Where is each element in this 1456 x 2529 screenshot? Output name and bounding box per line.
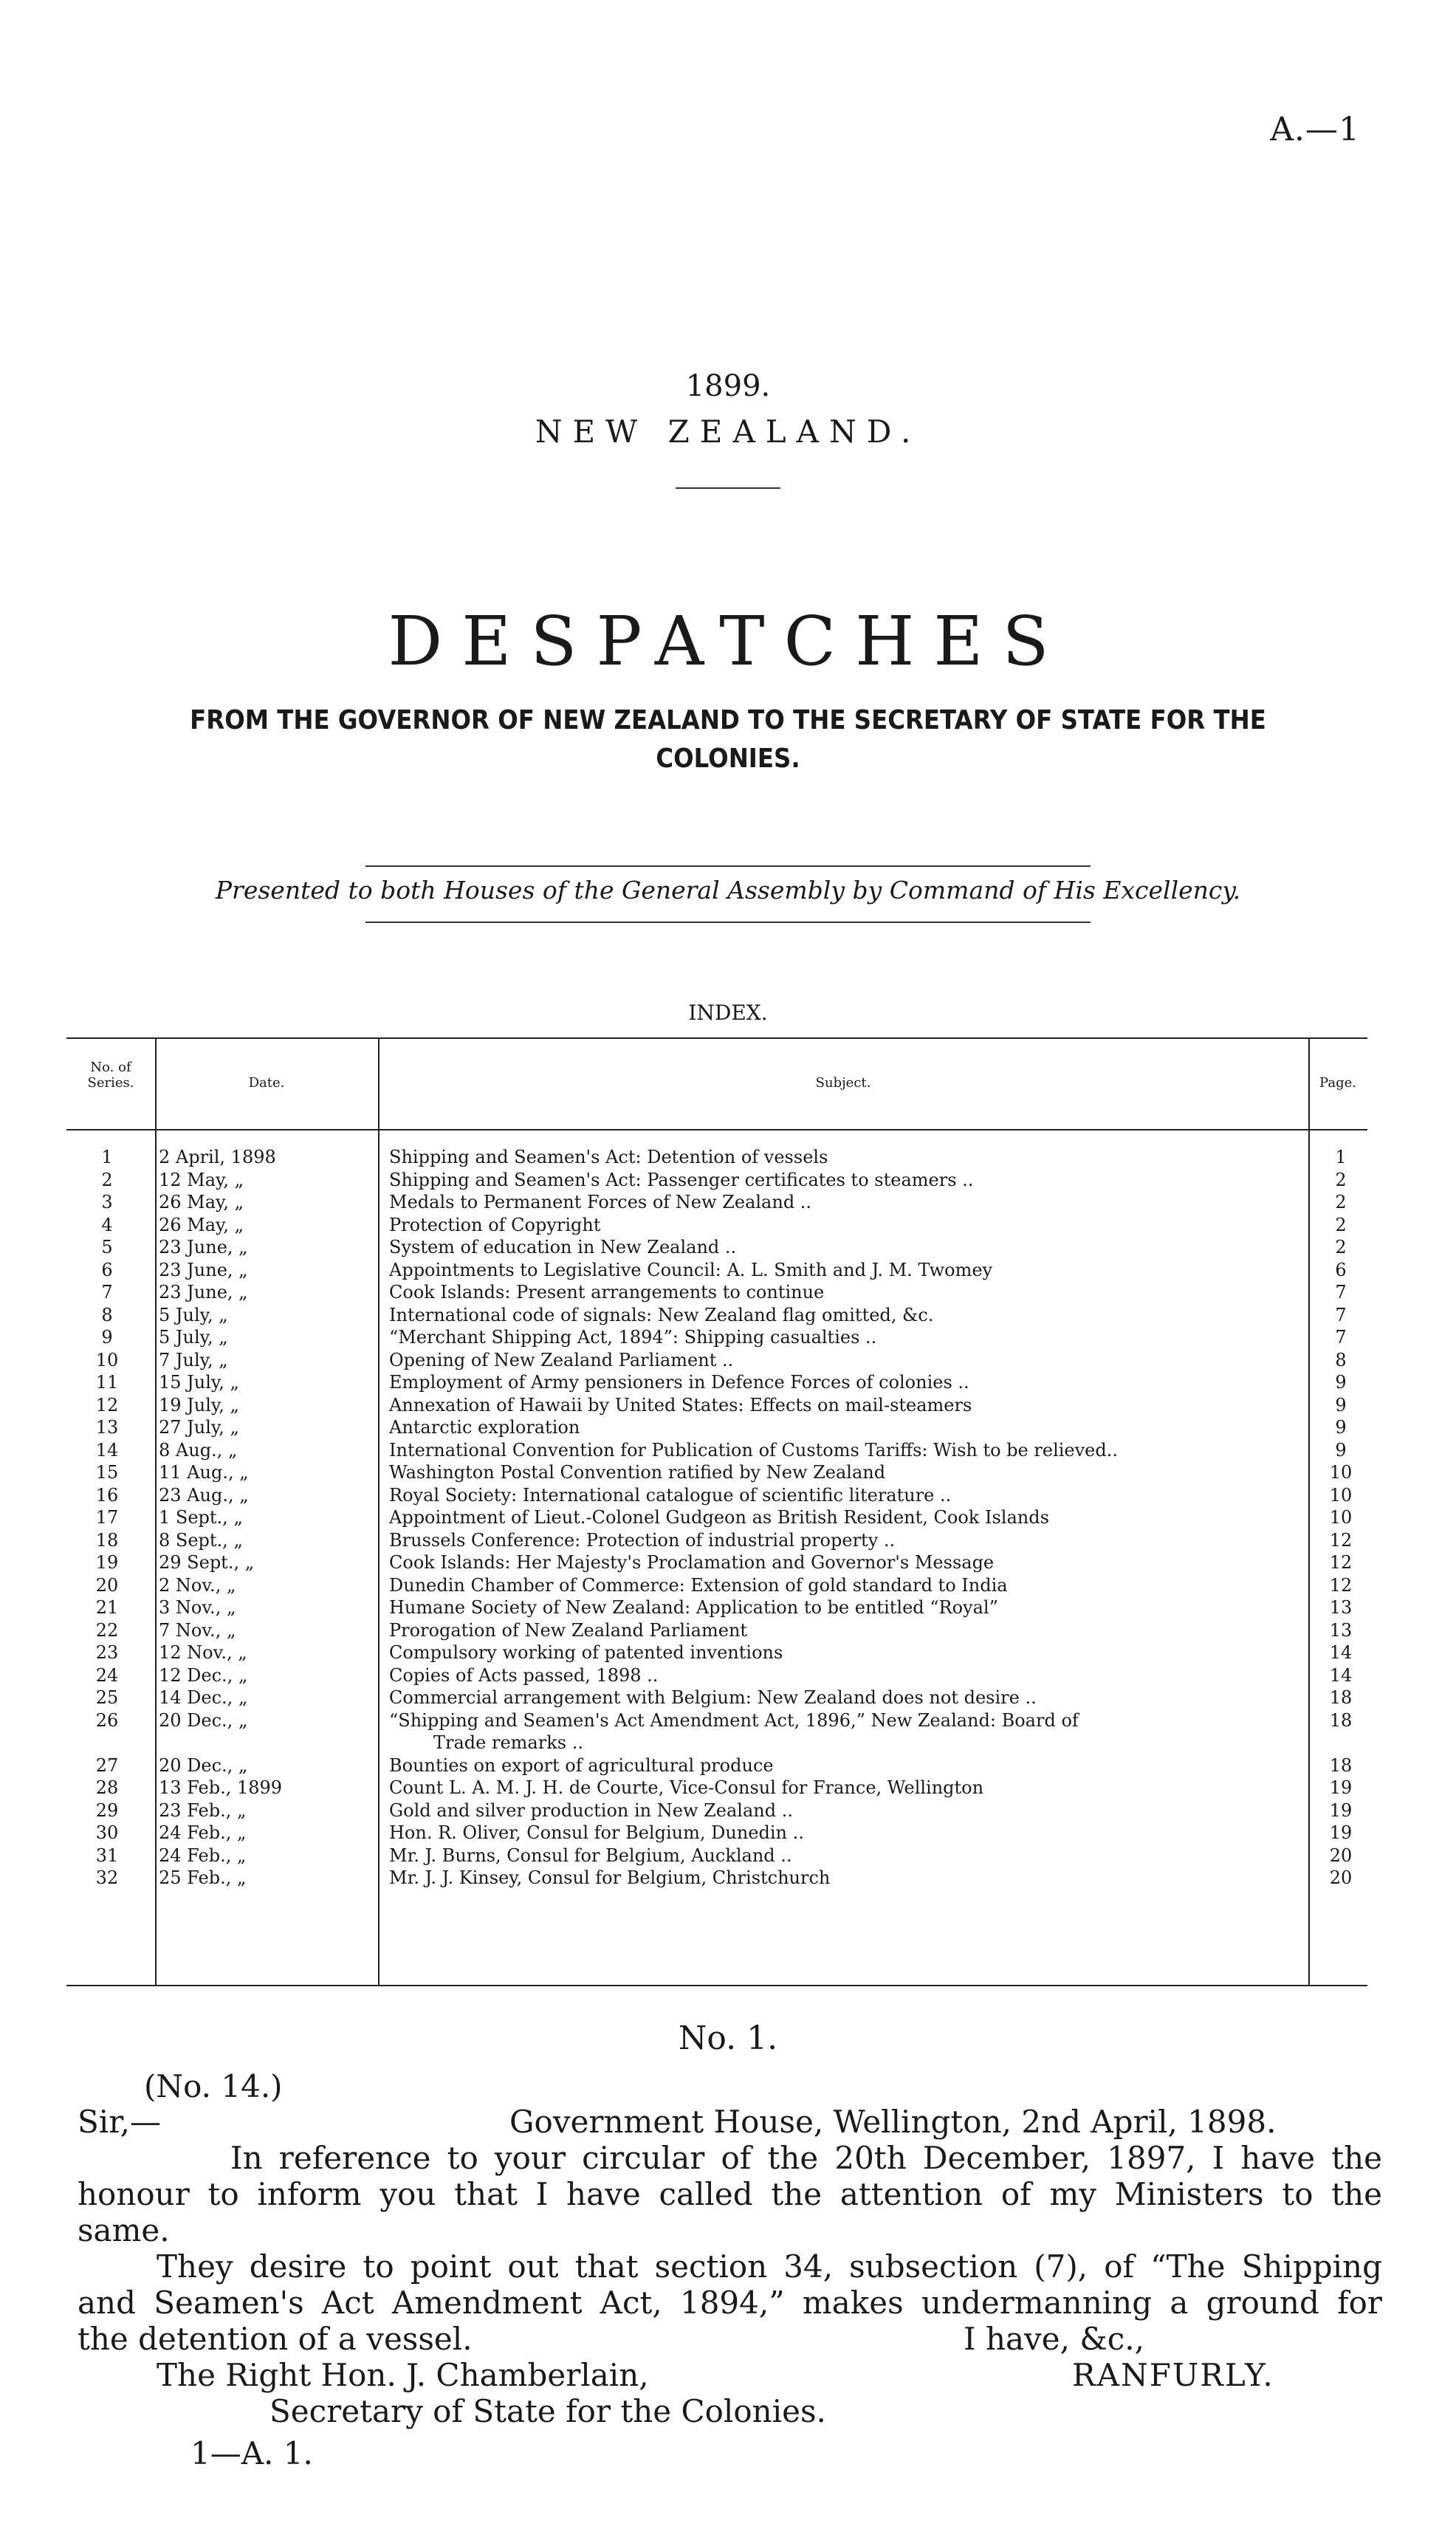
index-heading: INDEX.: [688, 1001, 768, 1025]
addressee-title: Secretary of State for the Colonies.: [269, 2393, 826, 2429]
row-subject: Brussels Conference: Protection of industrial property ..: [389, 1530, 896, 1551]
row-subject: Copies of Acts passed, 1898 ..: [389, 1665, 659, 1686]
row-subject: “Merchant Shipping Act, 1894”: Shipping casualties ..: [389, 1327, 877, 1348]
row-page: 6: [1335, 1260, 1347, 1280]
row-date: 20 Dec., „: [159, 1755, 248, 1776]
row-page: 12: [1329, 1552, 1353, 1573]
row-number: 11: [95, 1372, 119, 1393]
letter-line: and Seamen's Act Amendment Act, 1894,” makes undermanning a ground for: [78, 2285, 1382, 2321]
column-header-page: Page.: [1319, 1075, 1356, 1091]
row-subject: “Shipping and Seamen's Act Amendment Act, 1896,” New Zealand: Board of: [389, 1710, 1079, 1731]
row-date: 5 July, „: [159, 1305, 228, 1325]
row-number: 2: [101, 1170, 113, 1190]
addressee: The Right Hon. J. Chamberlain,: [157, 2357, 649, 2393]
row-page: 19: [1329, 1800, 1353, 1821]
row-subject: Prorogation of New Zealand Parliament: [389, 1620, 748, 1641]
letter-line: honour to inform you that I have called the attention of my Ministers to the: [78, 2176, 1382, 2212]
row-page: 10: [1329, 1485, 1353, 1506]
row-page: 13: [1329, 1597, 1353, 1618]
row-page: 9: [1335, 1372, 1347, 1393]
row-page: 7: [1335, 1282, 1347, 1303]
row-date: 23 June, „: [159, 1282, 248, 1303]
row-date: 2 Nov., „: [159, 1575, 236, 1596]
row-subject: Appointment of Lieut.-Colonel Gudgeon as British Resident, Cook Islands: [389, 1507, 1049, 1528]
row-subject: Bounties on export of agricultural produce: [389, 1755, 774, 1776]
year: 1899.: [685, 369, 771, 403]
row-number: 12: [95, 1395, 119, 1416]
country-heading: NEW ZEALAND.: [535, 414, 921, 450]
row-number: 6: [101, 1260, 113, 1280]
row-subject: Protection of Copyright: [389, 1215, 601, 1235]
row-date: 3 Nov., „: [159, 1597, 236, 1618]
row-number: 21: [95, 1597, 119, 1618]
row-number: 9: [101, 1327, 113, 1348]
row-subject: Mr. J. Burns, Consul for Belgium, Auckland ..: [389, 1845, 792, 1866]
row-page: 8: [1335, 1350, 1347, 1370]
row-number: 7: [101, 1282, 113, 1303]
row-date: 12 Nov., „: [159, 1642, 247, 1663]
row-subject: Shipping and Seamen's Act: Detention of vessels: [389, 1147, 828, 1167]
row-number: 16: [95, 1485, 119, 1506]
row-number: 8: [101, 1305, 113, 1325]
letter-address: Government House, Wellington, 2nd April, 1898.: [509, 2104, 1277, 2140]
row-date: 5 July, „: [159, 1327, 228, 1348]
salutation: Sir,—: [78, 2104, 162, 2140]
row-date: 8 Sept., „: [159, 1530, 243, 1551]
row-page: 12: [1329, 1575, 1353, 1596]
row-date: 20 Dec., „: [159, 1710, 248, 1731]
row-subject-continued: Trade remarks ..: [433, 1732, 583, 1753]
row-subject: Shipping and Seamen's Act: Passenger certificates to steamers ..: [389, 1170, 974, 1190]
row-subject: System of education in New Zealand ..: [389, 1237, 737, 1257]
row-number: 29: [95, 1800, 119, 1821]
presented-note: Presented to both Houses of the General Assembly by Command of His Excellency.: [215, 876, 1241, 905]
row-subject: Employment of Army pensioners in Defence Forces of colonies ..: [389, 1372, 969, 1393]
row-number: 14: [95, 1440, 119, 1461]
row-number: 24: [95, 1665, 119, 1686]
row-date: 8 Aug., „: [159, 1440, 238, 1461]
row-date: 19 July, „: [159, 1395, 239, 1416]
row-page: 2: [1335, 1215, 1347, 1235]
row-number: 1: [101, 1147, 113, 1167]
row-subject: Washington Postal Convention ratified by New Zealand: [389, 1462, 886, 1483]
row-date: 23 June, „: [159, 1237, 248, 1257]
row-number: 19: [95, 1552, 119, 1573]
row-subject: Mr. J. J. Kinsey, Consul for Belgium, Christchurch: [389, 1867, 831, 1888]
row-subject: Annexation of Hawaii by United States: Effects on mail-steamers: [389, 1395, 972, 1416]
row-date: 25 Feb., „: [159, 1867, 247, 1888]
row-page: 18: [1329, 1687, 1353, 1708]
row-subject: International Convention for Publication of Customs Tariffs: Wish to be relieved..: [389, 1440, 1118, 1461]
row-subject: Commercial arrangement with Belgium: New Zealand does not desire ..: [389, 1687, 1037, 1708]
row-date: 29 Sept., „: [159, 1552, 255, 1573]
row-subject: Humane Society of New Zealand: Application to be entitled “Royal”: [389, 1597, 998, 1618]
page-footer: 1—A. 1.: [190, 2435, 313, 2471]
row-number: 20: [95, 1575, 119, 1596]
row-date: 1 Sept., „: [159, 1507, 243, 1528]
row-page: 2: [1335, 1170, 1347, 1190]
row-date: 26 May, „: [159, 1192, 244, 1212]
row-page: 9: [1335, 1395, 1347, 1416]
row-number: 25: [95, 1687, 119, 1708]
row-subject: International code of signals: New Zealand flag omitted, &c.: [389, 1305, 934, 1325]
row-number: 15: [95, 1462, 119, 1483]
row-page: 18: [1329, 1710, 1353, 1731]
row-number: 13: [95, 1417, 119, 1438]
row-subject: Cook Islands: Present arrangements to continue: [389, 1282, 825, 1303]
row-number: 4: [101, 1215, 113, 1235]
row-page: 14: [1329, 1665, 1353, 1686]
row-page: 10: [1329, 1462, 1353, 1483]
row-number: 27: [95, 1755, 119, 1776]
row-date: 23 Feb., „: [159, 1800, 247, 1821]
row-number: 23: [95, 1642, 119, 1663]
row-subject: Compulsory working of patented inventions: [389, 1642, 783, 1663]
letter-line: In reference to your circular of the 20th December, 1897, I have the: [230, 2140, 1382, 2176]
row-subject: Antarctic exploration: [389, 1417, 580, 1438]
row-date: 24 Feb., „: [159, 1822, 247, 1843]
row-date: 14 Dec., „: [159, 1687, 248, 1708]
row-page: 7: [1335, 1327, 1347, 1348]
row-number: 22: [95, 1620, 119, 1641]
page-subtitle: FROM THE GOVERNOR OF NEW ZEALAND TO THE SECRETARY OF STATE FOR THE COLONIES.: [190, 705, 1266, 774]
column-header-no: No. of Series.: [87, 1060, 134, 1091]
row-page: 19: [1329, 1822, 1353, 1843]
row-number: 26: [95, 1710, 119, 1731]
letter-line: same.: [78, 2212, 170, 2248]
row-number: 18: [95, 1530, 119, 1551]
row-number: 17: [95, 1507, 119, 1528]
row-date: 23 Aug., „: [159, 1485, 249, 1506]
row-page: 9: [1335, 1440, 1347, 1461]
row-number: 30: [95, 1822, 119, 1843]
row-subject: Cook Islands: Her Majesty's Proclamation and Governor's Message: [389, 1552, 995, 1573]
row-subject: Gold and silver production in New Zealand ..: [389, 1800, 793, 1821]
row-date: 7 July, „: [159, 1350, 228, 1370]
row-page: 14: [1329, 1642, 1353, 1663]
row-page: 13: [1329, 1620, 1353, 1641]
row-page: 20: [1329, 1845, 1353, 1866]
row-page: 18: [1329, 1755, 1353, 1776]
signature: RANFURLY.: [1072, 2357, 1274, 2393]
row-subject: Count L. A. M. J. H. de Courte, Vice-Consul for France, Wellington: [389, 1777, 984, 1798]
row-subject: Appointments to Legislative Council: A. L. Smith and J. M. Twomey: [389, 1260, 993, 1280]
row-date: 7 Nov., „: [159, 1620, 236, 1641]
row-subject: Opening of New Zealand Parliament ..: [389, 1350, 734, 1370]
despatch-number: No. 1.: [678, 2020, 778, 2057]
row-number: 32: [95, 1867, 119, 1888]
row-subject: Royal Society: International catalogue of scientific literature ..: [389, 1485, 952, 1506]
row-page: 20: [1329, 1867, 1353, 1888]
row-page: 2: [1335, 1237, 1347, 1257]
row-number: 3: [101, 1192, 113, 1212]
page-reference: A.—1: [1270, 111, 1360, 148]
letter-line: the detention of a vessel.: [78, 2321, 473, 2357]
row-number: 5: [101, 1237, 113, 1257]
column-header-subject: Subject.: [815, 1075, 871, 1091]
row-date: 2 April, 1898: [159, 1147, 276, 1167]
row-page: 1: [1335, 1147, 1347, 1167]
row-number: 10: [95, 1350, 119, 1370]
row-date: 15 July, „: [159, 1372, 239, 1393]
letter-line: They desire to point out that section 34, subsection (7), of “The Shipping: [157, 2248, 1382, 2285]
row-date: 12 Dec., „: [159, 1665, 248, 1686]
row-subject: Dunedin Chamber of Commerce: Extension of gold standard to India: [389, 1575, 1008, 1596]
row-number: 28: [95, 1777, 119, 1798]
row-date: 11 Aug., „: [159, 1462, 249, 1483]
column-header-date: Date.: [248, 1075, 285, 1091]
row-page: 19: [1329, 1777, 1353, 1798]
row-date: 23 June, „: [159, 1260, 248, 1280]
row-date: 24 Feb., „: [159, 1845, 247, 1866]
closing: I have, &c.,: [964, 2321, 1144, 2357]
row-number: 31: [95, 1845, 119, 1866]
row-subject: Hon. R. Oliver, Consul for Belgium, Dunedin ..: [389, 1822, 804, 1843]
despatch-ref: (No. 14.): [144, 2068, 283, 2104]
row-date: 26 May, „: [159, 1215, 244, 1235]
row-date: 27 July, „: [159, 1417, 239, 1438]
row-page: 9: [1335, 1417, 1347, 1438]
row-date: 13 Feb., 1899: [159, 1777, 283, 1798]
row-subject: Medals to Permanent Forces of New Zealand ..: [389, 1192, 812, 1212]
row-page: 12: [1329, 1530, 1353, 1551]
row-page: 7: [1335, 1305, 1347, 1325]
row-page: 2: [1335, 1192, 1347, 1212]
page-title: DESPATCHES: [388, 602, 1068, 681]
row-date: 12 May, „: [159, 1170, 244, 1190]
row-page: 10: [1329, 1507, 1353, 1528]
